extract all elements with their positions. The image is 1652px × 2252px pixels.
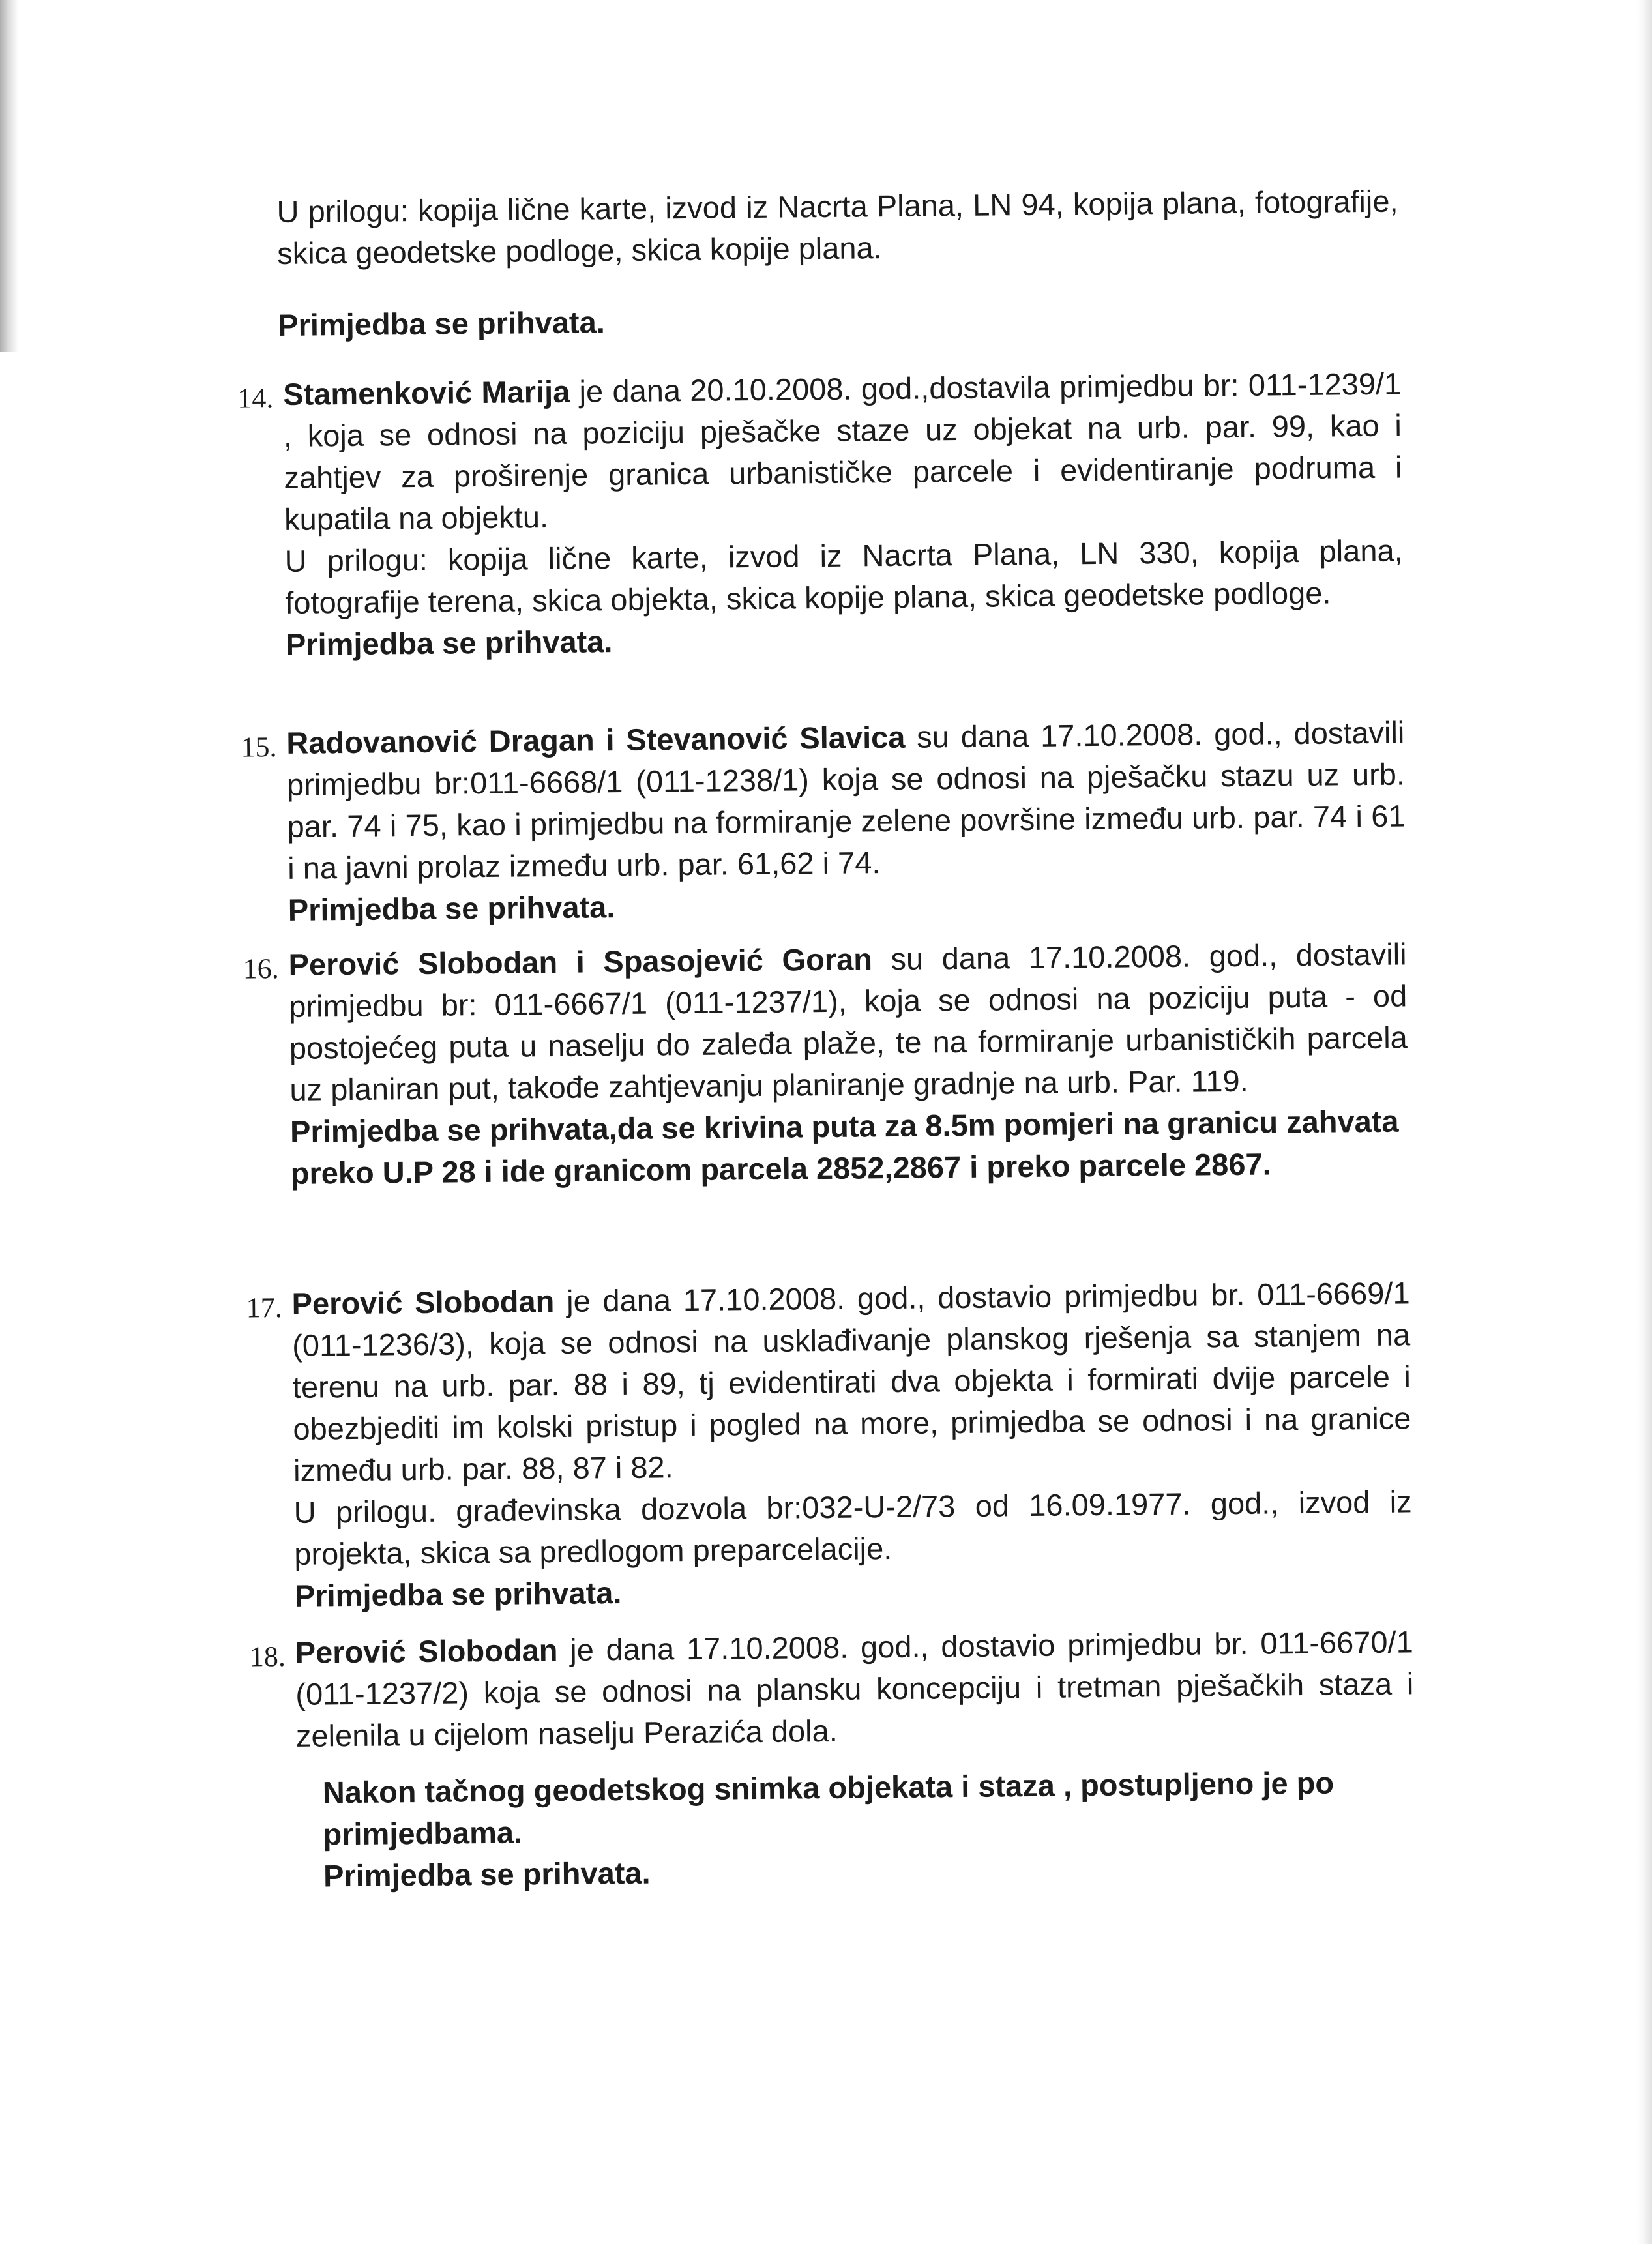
item-body: je dana 20.10.2008. god.,dostavila primjedbu br: 011-1239/1 , koja se odnosi na poziciju pješačke staze uz objekat na urb. par. 99, kao i zahtjev za proširenje granica urbanističke parcele i evidentiranje podruma i kupatila na objektu.	[283, 366, 1402, 537]
item-body: su dana 17.10.2008. god., dostavili primjedbu br: 011-6667/1 (011-1237/1), koja se odnosi na poziciju puta - od postojećeg puta u naselju do zaleđa plaže, te na formiranje urbanističkih parcela uz planiran put, takođe zahtjevanju planiranje gradnje na urb. Par. 119.	[289, 936, 1408, 1107]
item-name: Radovanović Dragan i Stevanović Slavica	[286, 719, 906, 760]
list-item-15	[241, 711, 1406, 930]
item-remark: Primjedba se prihvata.	[288, 889, 615, 927]
item-remark: Primjedba se prihvata.	[285, 624, 613, 662]
item-remark: Primjedba se prihvata,da se krivina puta za 8.5m pomjeri na granicu zahvata preko U.P 28 i ide granicom parcela 2852,2867 i preko parcele 2867.	[289, 1103, 1399, 1191]
item-attachments: U prilogu. građevinska dozvola br:032-U-2/73 od 16.09.1977. god., izvod iz projekta, skica sa predlogom preparcelacije.	[293, 1484, 1412, 1571]
item-name: Stamenković Marija	[282, 374, 570, 411]
item-attachments: U prilogu: kopija lične karte, izvod iz Nacrta Plana, LN 330, kopija plana, fotografije terena, skica objekta, skica kopije plana, skica geodetske podloge.	[284, 533, 1403, 620]
item-name: Perović Slobodan	[295, 1632, 558, 1670]
item-remark: Primjedba se prihvata.	[294, 1575, 622, 1613]
final-block	[323, 1761, 1419, 1897]
item-number: 15.	[241, 731, 277, 763]
item-name: Perović Slobodan	[291, 1284, 555, 1321]
list-item-17	[246, 1272, 1413, 1616]
item-number: 14.	[237, 382, 274, 415]
item-number: 18.	[249, 1640, 286, 1673]
item-number: 16.	[243, 953, 279, 985]
item-body: su dana 17.10.2008. god., dostavili primjedbu br:011-6668/1 (011-1238/1) koja se odnosi na pješačku stazu uz urb. par. 74 i 75, kao i primjedbu na formiranje zelene površine između urb. par. 74 i 61 i na javni prolaz između urb. par. 61,62 i 74.	[286, 715, 1406, 885]
intro-remark: Primjedba se prihvata.	[277, 304, 606, 343]
item-body: je dana 17.10.2008. god., dostavio primjedbu br. 011-6670/1 (011-1237/2) koja se odnosi na plansku koncepciju i tretman pješačkih staza i zelenila u cijelom naselju Perazića dola.	[295, 1624, 1414, 1753]
list-item-18	[249, 1621, 1414, 1756]
list-item-16	[243, 933, 1409, 1194]
item-name: Perović Slobodan i Spasojević Goran	[288, 941, 873, 982]
final-remark: Primjedba se prihvata.	[323, 1855, 651, 1893]
list-item-14	[237, 363, 1404, 665]
final-statement: Nakon tačnog geodetskog snimka objekata i staza , postupljeno je po primjedbama.	[322, 1765, 1335, 1852]
intro-block	[276, 181, 1399, 346]
item-number: 17.	[246, 1292, 282, 1324]
intro-attachments: U prilogu: kopija lične karte, izvod iz Nacrta Plana, LN 94, kopija plana, fotografije, skica geodetske podloge, skica kopije plana.	[276, 183, 1398, 271]
item-body: je dana 17.10.2008. god., dostavio primjedbu br. 011-6669/1 (011-1236/3), koja se odnosi na usklađivanje planskog rješenja sa stanjem na terenu na urb. par. 88 i 89, tj evidentirati dva objekta i formirati dvije parcele i obezbjediti im kolski pristup i pogled na more, primjedba se odnosi i na granice između urb. par. 88, 87 i 82.	[291, 1275, 1411, 1488]
